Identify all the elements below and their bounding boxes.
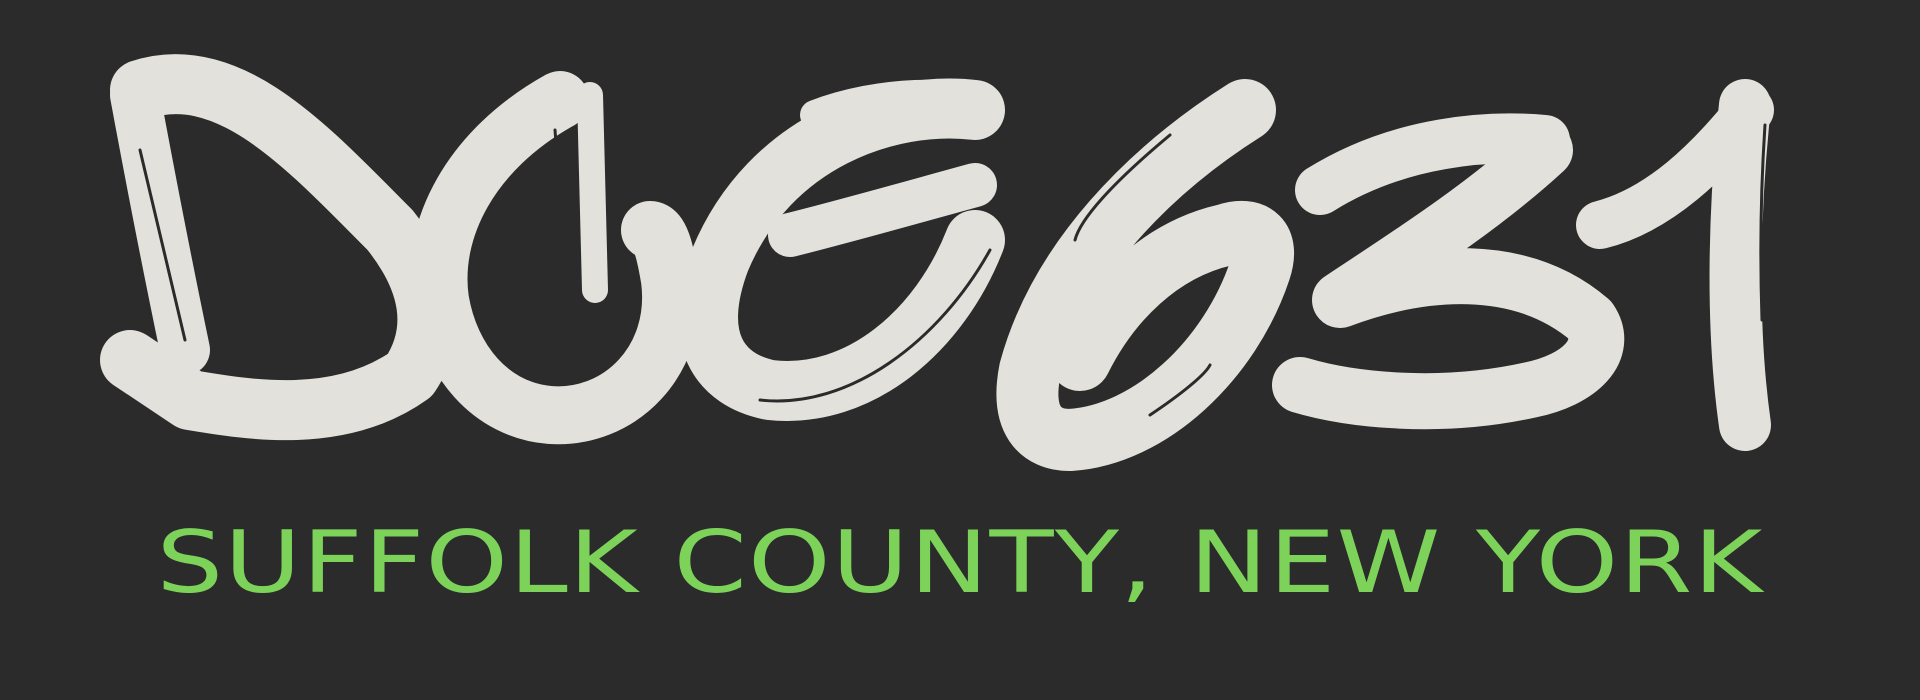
- digit-6: [1027, 110, 1263, 440]
- brush-strokes: [130, 84, 1765, 440]
- digit-1: [1600, 105, 1765, 425]
- location-tagline: SUFFOLK COUNTY, NEW YORK: [156, 513, 1764, 613]
- letter-g: [708, 95, 990, 401]
- letter-o: [439, 95, 672, 415]
- digit-3: [1300, 138, 1596, 401]
- letter-d: [130, 84, 427, 410]
